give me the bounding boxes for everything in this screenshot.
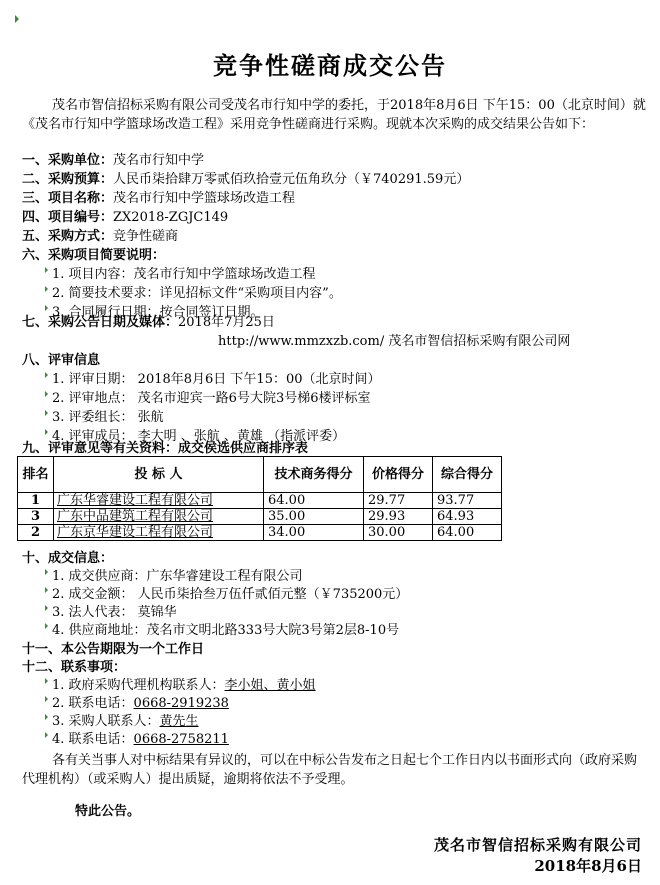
- section-value: 竞争性磋商: [113, 229, 179, 244]
- intro-paragraph: 茂名市智信招标采购有限公司受茂名市行知中学的委托，于2018年8月6日 下午15：00（北京时间）就《茂名市行知中学篮球场改造工程》采用竞争性磋商进行采购。现就本次采购的成交结果公告如下：: [22, 98, 646, 132]
- section-label: 二、采购预算：: [22, 172, 114, 187]
- announcement-media-url[interactable]: http://www.mmzxzb.com/ 茂名市智信招标采购有限公司网: [218, 334, 571, 349]
- cell-rank: 1: [18, 493, 54, 509]
- objection-notice: 各有关当事人对中标结果有异议的，可以在中标公告发布之日起七个工作日内以书面形式向（政府采购代理机构）（或采购人）提出质疑，逾期将依法不予受理。: [22, 753, 638, 787]
- cell-price-score: 29.93: [364, 509, 433, 525]
- ranking-table: [17, 456, 502, 541]
- list-item: 1. 评审日期： 2018年8月6日 下午15：00（北京时间）: [52, 372, 381, 387]
- section-project-number: [22, 208, 228, 227]
- cell-bidder: 广东京华建设工程有限公司: [54, 525, 264, 541]
- cell-rank: 2: [18, 525, 54, 541]
- section-label: 十二、联系事项：: [22, 660, 127, 675]
- table-header-row: [18, 457, 502, 493]
- table-row: [18, 493, 502, 509]
- header-price-score: 价格得分: [364, 457, 433, 493]
- section-review-info: [22, 351, 100, 370]
- section-deal-info: [22, 549, 113, 568]
- cell-total-score: 64.93: [433, 509, 502, 525]
- table-row: [18, 509, 502, 525]
- section-notice-period: [22, 640, 204, 659]
- section-label: 十一、本公告期限为一个工作日: [22, 642, 205, 657]
- contact-value: 黄先生: [159, 714, 199, 729]
- list-item: 2. 简要技术要求：详见招标文件“采购项目内容”。: [52, 286, 342, 301]
- cell-total-score: 93.77: [433, 493, 502, 509]
- contact-agency: [52, 676, 316, 695]
- contact-value: 0668-2919238: [133, 696, 229, 711]
- contact-label: 1. 政府采购代理机构联系人：: [52, 678, 225, 693]
- contact-label: 4. 联系电话：: [52, 732, 134, 747]
- closing-remark: 特此公告。: [75, 804, 141, 819]
- section-label: 五、采购方式：: [22, 229, 114, 244]
- section-announcement-date: [22, 313, 275, 332]
- cell-price-score: 30.00: [364, 525, 433, 541]
- section-project-name: [22, 189, 295, 208]
- header-bidder: 投 标 人: [54, 457, 264, 493]
- section-label: 七、采购公告日期及媒体：: [22, 315, 179, 330]
- signature-organization: 茂名市智信招标采购有限公司: [433, 836, 642, 854]
- list-item: 1. 项目内容：茂名市行知中学篮球场改造工程: [52, 267, 316, 282]
- section-label: 十、成交信息：: [22, 551, 114, 566]
- section-value: 茂名市行知中学篮球场改造工程: [113, 191, 296, 206]
- section-value: ZX2018-ZGJC149: [113, 210, 229, 225]
- section-procurement-method: [22, 227, 178, 246]
- section-label: 三、项目名称：: [22, 191, 114, 206]
- cell-bidder: 广东中品建筑工程有限公司: [54, 509, 264, 525]
- corner-marker: [15, 15, 19, 23]
- signature-date: 2018年8月6日: [534, 857, 642, 875]
- list-item: 2. 成交金额： 人民币柒拾叁万伍仟贰佰元整（￥735200元）: [52, 587, 409, 602]
- header-total-score: 综合得分: [433, 457, 502, 493]
- list-item: 1. 成交供应商：广东华睿建设工程有限公司: [52, 569, 303, 584]
- cell-bidder: 广东华睿建设工程有限公司: [54, 493, 264, 509]
- cell-tech-score: 64.00: [264, 493, 364, 509]
- section-label: 一、采购单位：: [22, 153, 114, 168]
- cell-tech-score: 34.00: [264, 525, 364, 541]
- section-label: 九、评审意见等有关资料：成交侯选供应商排序表: [22, 441, 309, 456]
- table-row: [18, 525, 502, 541]
- header-tech-score: 技术商务得分: [264, 457, 364, 493]
- section-label: 六、采购项目简要说明：: [22, 248, 166, 263]
- section-value: 茂名市行知中学: [113, 153, 205, 168]
- section-label: 四、项目编号：: [22, 210, 114, 225]
- contact-label: 2. 联系电话：: [52, 696, 134, 711]
- contact-agency-phone: [52, 694, 229, 713]
- page-title: 竞争性磋商成交公告: [213, 51, 447, 80]
- list-item: 3. 评委组长： 张航: [52, 410, 164, 425]
- list-item: 3. 法人代表： 莫锦华: [52, 605, 177, 620]
- contact-value: 李小姐、黄小姐: [224, 678, 316, 693]
- section-contact: [22, 658, 126, 677]
- section-budget: [22, 170, 469, 189]
- cell-tech-score: 35.00: [264, 509, 364, 525]
- contact-label: 3. 采购人联系人：: [52, 714, 160, 729]
- list-item: 4. 评审成员： 李大明 、张航 、黄雄 （指派评委）: [52, 429, 346, 444]
- list-item: 4. 供应商地址：茂名市文明北路333号大院3号第2层8-10号: [52, 623, 400, 638]
- contact-purchaser-phone: [52, 730, 229, 749]
- contact-value: 0668-2758211: [133, 732, 229, 747]
- header-rank: 排名: [18, 457, 54, 493]
- section-label: 八、评审信息: [22, 353, 101, 368]
- cell-rank: 3: [18, 509, 54, 525]
- list-item: 3. 合同履行日期：按合同签订日期。: [52, 305, 264, 320]
- list-item: 2. 评审地点： 茂名市迎宾一路6号大院3号梯6楼评标室: [52, 391, 371, 406]
- cell-total-score: 64.00: [433, 525, 502, 541]
- section-purchaser: [22, 151, 204, 170]
- section-value: 2018年7月25日: [178, 315, 275, 330]
- section-project-description: [22, 246, 165, 265]
- contact-purchaser: [52, 712, 199, 731]
- section-value: 人民币柒拾肆万零贰佰玖拾壹元伍角玖分（￥740291.59元）: [113, 172, 470, 187]
- cell-price-score: 29.77: [364, 493, 433, 509]
